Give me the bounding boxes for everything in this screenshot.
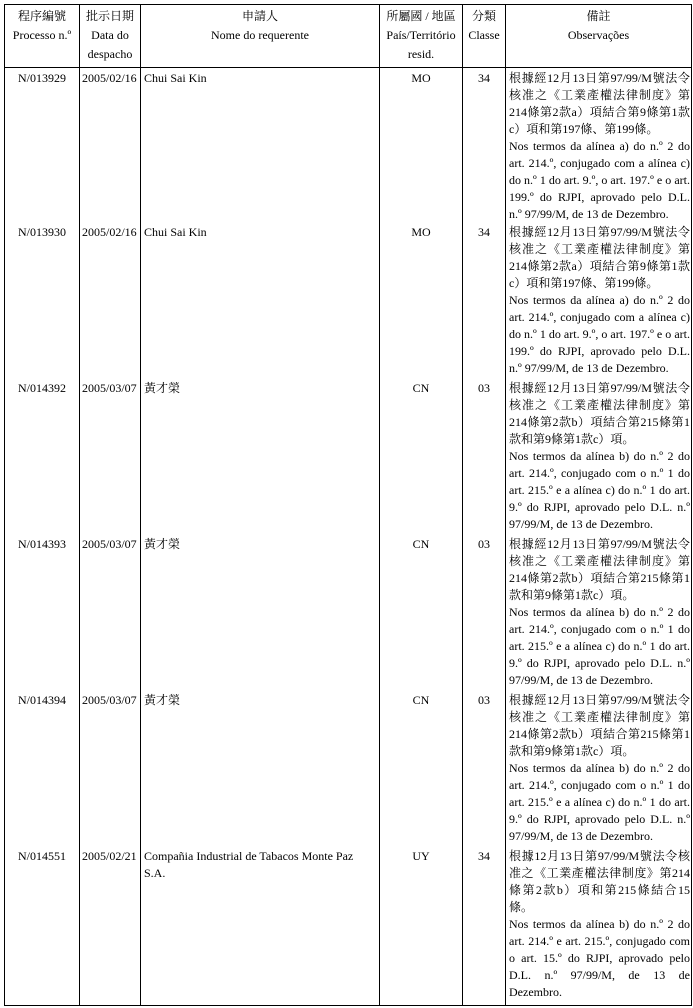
header-data — [80, 5, 141, 68]
classe-cell: 34 — [463, 224, 506, 380]
header-observacoes-pt: Observações — [567, 28, 630, 42]
observacoes-cell — [506, 380, 692, 536]
header-pais — [380, 5, 463, 68]
trademark-decisions-table — [4, 4, 692, 1006]
document-page — [4, 4, 691, 1004]
requerente-cell: Chui Sai Kin — [141, 68, 380, 224]
header-processo — [5, 5, 80, 68]
observacoes-pt: Nos termos da alínea b) do n.º 2 do art. 214.º, conjugado com o n.º 1 do art. 215.º e a alínea c) do n.º 1 do art. 9.º do RJPI, aprovado pelo D.L. n.º 97/99/M, de 13 de Dezembro. — [509, 604, 690, 687]
processo-cell: N/013930 — [5, 224, 80, 380]
observacoes-zh: 根據經12月13日第97/99/M號法令核准之《工業產權法律制度》第214條第2款a）項結合第9條第1款c）項和第197條、第199條。 — [509, 224, 690, 290]
header-requerente-zh: 申請人 — [241, 9, 278, 23]
pais-cell: UY — [380, 848, 463, 1001]
observacoes-cell — [506, 848, 692, 1001]
header-observacoes — [506, 5, 692, 68]
header-requerente — [141, 5, 380, 68]
table-row — [5, 692, 692, 848]
pais-cell: MO — [380, 68, 463, 224]
table-row — [5, 380, 692, 536]
processo-cell: N/014393 — [5, 536, 80, 692]
header-observacoes-zh: 備註 — [586, 9, 611, 23]
requerente-cell: 黃才榮 — [141, 536, 380, 692]
header-requerente-pt: Nome do requerente — [211, 28, 309, 42]
header-data-zh: 批示日期 — [85, 9, 134, 23]
classe-cell: 34 — [463, 68, 506, 224]
data-cell: 2005/03/07 — [80, 380, 141, 536]
observacoes-cell — [506, 536, 692, 692]
classe-cell: 03 — [463, 380, 506, 536]
processo-cell: N/014392 — [5, 380, 80, 536]
header-processo-zh: 程序編號 — [17, 9, 66, 23]
table-row — [5, 68, 692, 224]
observacoes-zh: 根據經12月13日第97/99/M號法令核准之《工業產權法律制度》第214條第2款b）項結合第215條第1款和第9條第1款c）項。 — [509, 692, 690, 758]
table-bottom-border — [5, 1001, 692, 1006]
observacoes-zh: 根據經12月13日第97/99/M號法令核准之《工業產權法律制度》第214條第2款b）項結合第215條第1款和第9條第1款c）項。 — [509, 380, 690, 446]
data-cell: 2005/03/07 — [80, 536, 141, 692]
header-pais-pt2: resid. — [407, 47, 435, 61]
requerente-cell: 黃才榮 — [141, 380, 380, 536]
header-pais-pt1: País/Território — [386, 28, 456, 42]
header-data-pt2: despacho — [87, 47, 133, 61]
pais-cell: CN — [380, 380, 463, 536]
observacoes-cell — [506, 68, 692, 224]
table-row — [5, 224, 692, 380]
observacoes-zh: 根據12月13日第97/99/M號法令核准之《工業產權法律制度》第214條第2款b）項和第215條結合15條。 — [509, 848, 690, 914]
processo-cell: N/014551 — [5, 848, 80, 1001]
table-row — [5, 848, 692, 1001]
header-pais-zh: 所屬國 / 地區 — [386, 9, 456, 23]
observacoes-pt: Nos termos da alínea b) do n.º 2 do art. 214.º, conjugado com o n.º 1 do art. 215.º e a alínea c) do n.º 1 do art. 9.º do RJPI, aprovado pelo D.L. n.º 97/99/M, de 13 de Dezembro. — [509, 448, 690, 531]
header-processo-pt: Processo n.º — [12, 28, 72, 42]
observacoes-zh: 根據經12月13日第97/99/M號法令核准之《工業產權法律制度》第214條第2款b）項結合第215條第1款和第9條第1款c）項。 — [509, 536, 690, 602]
requerente-cell: Chui Sai Kin — [141, 224, 380, 380]
data-cell: 2005/02/16 — [80, 68, 141, 224]
table-row — [5, 536, 692, 692]
observacoes-cell — [506, 224, 692, 380]
table-header-row — [5, 5, 692, 68]
observacoes-cell — [506, 692, 692, 848]
observacoes-pt: Nos termos da alínea a) do n.º 2 do art. 214.º, conjugado com a alínea c) do n.º 1 do art. 9.º, o art. 197.º e o art. 199.º do RJPI, aprovado pelo D.L. n.º 97/99/M, de 13 de Dezembro. — [509, 139, 690, 221]
requerente-cell: 黃才榮 — [141, 692, 380, 848]
header-classe-zh: 分類 — [471, 9, 496, 23]
observacoes-pt: Nos termos da alínea b) do n.º 2 do art. 214.º e art. 215.º, conjugado com o art. 15.º do RJPI, aprovado pelo D.L. n.º 97/99/M, de 13 de Dezembro. — [509, 916, 690, 999]
header-classe-pt: Classe — [468, 28, 500, 42]
pais-cell: MO — [380, 224, 463, 380]
data-cell: 2005/02/21 — [80, 848, 141, 1001]
classe-cell: 03 — [463, 536, 506, 692]
observacoes-pt: Nos termos da alínea b) do n.º 2 do art. 214.º, conjugado com o n.º 1 do art. 215.º e a alínea c) do n.º 1 do art. 9.º do RJPI, aprovado pelo D.L. n.º 97/99/M, de 13 de Dezembro. — [509, 760, 690, 843]
data-cell: 2005/03/07 — [80, 692, 141, 848]
processo-cell: N/014394 — [5, 692, 80, 848]
data-cell: 2005/02/16 — [80, 224, 141, 380]
processo-cell: N/013929 — [5, 68, 80, 224]
classe-cell: 34 — [463, 848, 506, 1001]
observacoes-zh: 根據經12月13日第97/99/M號法令核准之《工業產權法律制度》第214條第2款a）項結合第9條第1款c）項和第197條、第199條。 — [509, 71, 690, 136]
header-data-pt1: Data do — [91, 28, 129, 42]
header-classe — [463, 5, 506, 68]
classe-cell: 03 — [463, 692, 506, 848]
requerente-cell: Compañia Industrial de Tabacos Monte Paz S.A. — [141, 848, 380, 1001]
observacoes-pt: Nos termos da alínea a) do n.º 2 do art. 214.º, conjugado com a alínea c) do n.º 1 do art. 9.º, o art. 197.º e o art. 199.º do RJPI, aprovado pelo D.L. n.º 97/99/M, de 13 de Dezembro. — [509, 292, 690, 375]
pais-cell: CN — [380, 692, 463, 848]
pais-cell: CN — [380, 536, 463, 692]
